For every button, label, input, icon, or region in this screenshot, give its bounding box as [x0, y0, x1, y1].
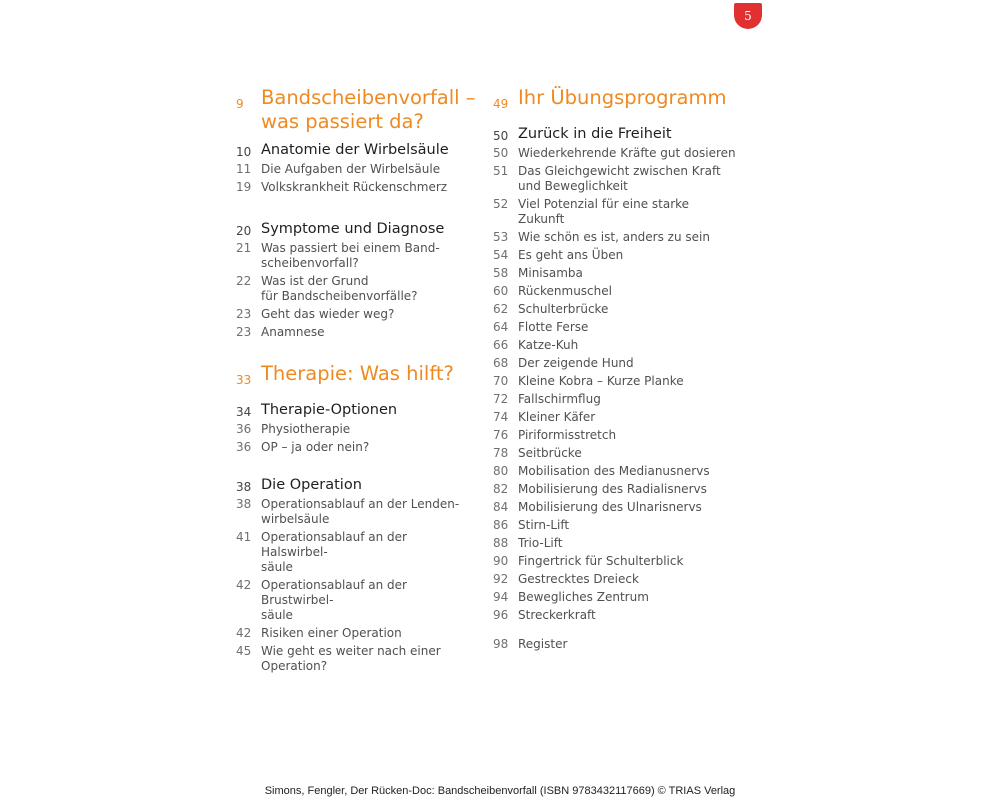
- toc-page-number: 41: [236, 530, 252, 544]
- toc-page-number: 54: [493, 248, 509, 262]
- toc-page-number: 88: [493, 536, 509, 550]
- toc-page-number: 51: [493, 164, 509, 178]
- toc-entry: [493, 554, 738, 569]
- toc-entry-title: Katze-Kuh: [518, 338, 579, 352]
- toc-entry: [493, 482, 738, 497]
- toc-part-heading: [493, 86, 738, 116]
- toc-entry-title: Kleiner Käfer: [518, 410, 596, 424]
- toc-entry-title: Die Aufgaben der Wirbelsäule: [261, 162, 441, 176]
- toc-page-number: 94: [493, 590, 509, 604]
- toc-entry-title: OP – ja oder nein?: [261, 440, 370, 454]
- toc-entry-title: Operationsablauf an der Brustwirbel- säule: [261, 578, 407, 622]
- toc-entry-title: Register: [518, 637, 568, 651]
- toc-entry: [493, 590, 738, 605]
- toc-entry: [493, 536, 738, 551]
- toc-chapter-heading: [236, 219, 476, 241]
- toc-entry-title: Ihr Übungsprogramm: [518, 86, 727, 109]
- toc-entry-title: Fingertrick für Schulterblick: [518, 554, 684, 568]
- toc-page-number: 45: [236, 644, 252, 658]
- toc-entry-title: Geht das wieder weg?: [261, 307, 395, 321]
- toc-entry-title: Es geht ans Üben: [518, 248, 624, 262]
- toc-page-number: 36: [236, 422, 252, 436]
- toc-page-number: 62: [493, 302, 509, 316]
- toc-page-number: 36: [236, 440, 252, 454]
- toc-entry-title: Minisamba: [518, 266, 583, 280]
- toc-entry-title: Risiken einer Operation: [261, 626, 402, 640]
- toc-entry-title: Trio-Lift: [518, 536, 563, 550]
- toc-entry: [493, 446, 738, 461]
- toc-entry: [236, 162, 476, 177]
- toc-entry: [493, 464, 738, 479]
- toc-page-number: 49: [493, 97, 509, 111]
- toc-entry: [493, 320, 738, 335]
- toc-page-number: 68: [493, 356, 509, 370]
- toc-entry-title: Therapie-Optionen: [261, 402, 398, 418]
- toc-entry: [493, 572, 738, 587]
- footer-citation: Simons, Fengler, Der Rücken-Doc: Bandscheibenvorfall (ISBN 9783432117669) © TRIAS Verlag: [264, 785, 736, 797]
- toc-page-number: 23: [236, 325, 252, 339]
- toc-entry-title: Fallschirmflug: [518, 392, 601, 406]
- toc-entry-title: Stirn-Lift: [518, 518, 570, 532]
- toc-entry-title: Piriformisstretch: [518, 428, 617, 442]
- toc-page-number: 34: [236, 405, 252, 419]
- toc-page-number: 80: [493, 464, 509, 478]
- toc-page-number: 78: [493, 446, 509, 460]
- toc-chapter-heading: [236, 400, 476, 422]
- toc-entry: [493, 248, 738, 263]
- toc-entry: [236, 180, 476, 195]
- toc-entry: [493, 374, 738, 389]
- toc-right-column: [493, 78, 738, 655]
- toc-entry-title: Schulterbrücke: [518, 302, 609, 316]
- toc-entry-title: Wie schön es ist, anders zu sein: [518, 230, 710, 244]
- toc-entry: [236, 422, 476, 437]
- toc-entry-title: Volkskrankheit Rückenschmerz: [261, 180, 448, 194]
- toc-entry-title: Operationsablauf an der Lenden- wirbelsäule: [261, 497, 460, 526]
- toc-part-heading: [236, 86, 476, 134]
- toc-page-number: 70: [493, 374, 509, 388]
- toc-entry: [493, 637, 738, 652]
- toc-page-number: 20: [236, 224, 252, 238]
- toc-entry: [236, 325, 476, 340]
- toc-entry: [493, 392, 738, 407]
- toc-entry-title: Streckerkraft: [518, 608, 596, 622]
- toc-entry: [236, 578, 476, 623]
- toc-entry-title: Bewegliches Zentrum: [518, 590, 649, 604]
- toc-entry: [236, 644, 476, 674]
- toc-entry: [493, 428, 738, 443]
- toc-entry-title: Physiotherapie: [261, 422, 351, 436]
- toc-page-number: 52: [493, 197, 509, 211]
- toc-entry: [493, 230, 738, 245]
- toc-entry-title: Rückenmuschel: [518, 284, 612, 298]
- toc-entry: [236, 626, 476, 641]
- toc-page-number: 38: [236, 480, 252, 494]
- toc-entry: [493, 500, 738, 515]
- toc-page-number: 58: [493, 266, 509, 280]
- page-number-badge: 5: [734, 3, 762, 29]
- toc-entry-title: Seitbrücke: [518, 446, 582, 460]
- toc-entry-title: Das Gleichgewicht zwischen Kraft und Beweglichkeit: [518, 164, 721, 193]
- toc-entry-title: Was passiert bei einem Band- scheibenvorfall?: [261, 241, 440, 270]
- toc-entry: [236, 241, 476, 271]
- toc-entry: [236, 497, 476, 527]
- toc-left-column: [236, 78, 476, 677]
- toc-chapter-heading: [236, 475, 476, 497]
- toc-entry-title: Anamnese: [261, 325, 325, 339]
- toc-entry: [493, 146, 738, 161]
- toc-page-number: 11: [236, 162, 252, 176]
- toc-page-number: 42: [236, 626, 252, 640]
- toc-page-number: 86: [493, 518, 509, 532]
- toc-page-number: 96: [493, 608, 509, 622]
- toc-entry-title: Flotte Ferse: [518, 320, 589, 334]
- toc-entry-title: Mobilisation des Medianusnervs: [518, 464, 710, 478]
- toc-page-number: 22: [236, 274, 252, 288]
- toc-entry: [236, 307, 476, 322]
- toc-page-number: 19: [236, 180, 252, 194]
- toc-entry: [493, 356, 738, 371]
- toc-entry-title: Therapie: Was hilft?: [261, 362, 454, 385]
- toc-entry: [236, 274, 476, 304]
- toc-entry: [493, 608, 738, 623]
- toc-entry: [493, 164, 738, 194]
- toc-entry: [493, 338, 738, 353]
- toc-page-number: 76: [493, 428, 509, 442]
- toc-page-number: 60: [493, 284, 509, 298]
- toc-entry-title: Mobilisierung des Radialisnervs: [518, 482, 707, 496]
- toc-entry-title: Die Operation: [261, 477, 362, 493]
- toc-entry-title: Kleine Kobra – Kurze Planke: [518, 374, 684, 388]
- toc-page-number: 50: [493, 146, 509, 160]
- toc-page-number: 9: [236, 97, 244, 111]
- toc-page-number: 53: [493, 230, 509, 244]
- toc-entry-title: Mobilisierung des Ulnarisnervs: [518, 500, 702, 514]
- toc-entry: [236, 440, 476, 455]
- toc-page-number: 21: [236, 241, 252, 255]
- toc-page-number: 92: [493, 572, 509, 586]
- toc-entry-title: Operationsablauf an der Halswirbel- säule: [261, 530, 407, 574]
- toc-entry-title: Viel Potenzial für eine starke Zukunft: [518, 197, 690, 226]
- toc-page-number: 82: [493, 482, 509, 496]
- toc-entry-title: Der zeigende Hund: [518, 356, 634, 370]
- toc-entry-title: Wie geht es weiter nach einer Operation?: [261, 644, 441, 673]
- toc-entry-title: Was ist der Grund für Bandscheibenvorfälle?: [261, 274, 418, 303]
- toc-page-number: 38: [236, 497, 252, 511]
- toc-page-number: 42: [236, 578, 252, 592]
- toc-page-number: 84: [493, 500, 509, 514]
- toc-entry-title: Symptome und Diagnose: [261, 221, 445, 237]
- toc-entry-title: Bandscheibenvorfall – was passiert da?: [261, 86, 476, 133]
- toc-page-number: 23: [236, 307, 252, 321]
- toc-entry: [493, 410, 738, 425]
- toc-entry-title: Wiederkehrende Kräfte gut dosieren: [518, 146, 736, 160]
- toc-entry: [493, 197, 738, 227]
- toc-entry: [493, 518, 738, 533]
- toc-entry: [493, 302, 738, 317]
- toc-entry: [493, 266, 738, 281]
- toc-page-number: 10: [236, 145, 252, 159]
- toc-entry: [236, 530, 476, 575]
- toc-chapter-heading: [493, 124, 738, 146]
- toc-entry-title: Gestrecktes Dreieck: [518, 572, 639, 586]
- toc-page-number: 74: [493, 410, 509, 424]
- toc-page-number: 66: [493, 338, 509, 352]
- toc-page-number: 98: [493, 637, 509, 651]
- toc-page-number: 90: [493, 554, 509, 568]
- toc-entry-title: Zurück in die Freiheit: [518, 126, 672, 142]
- toc-entry-title: Anatomie der Wirbelsäule: [261, 142, 449, 158]
- toc-chapter-heading: [236, 140, 476, 162]
- toc-page-number: 33: [236, 373, 252, 387]
- toc-entry: [493, 284, 738, 299]
- toc-page-number: 72: [493, 392, 509, 406]
- toc-part-heading: [236, 362, 476, 392]
- toc-page-number: 64: [493, 320, 509, 334]
- toc-page-number: 50: [493, 129, 509, 143]
